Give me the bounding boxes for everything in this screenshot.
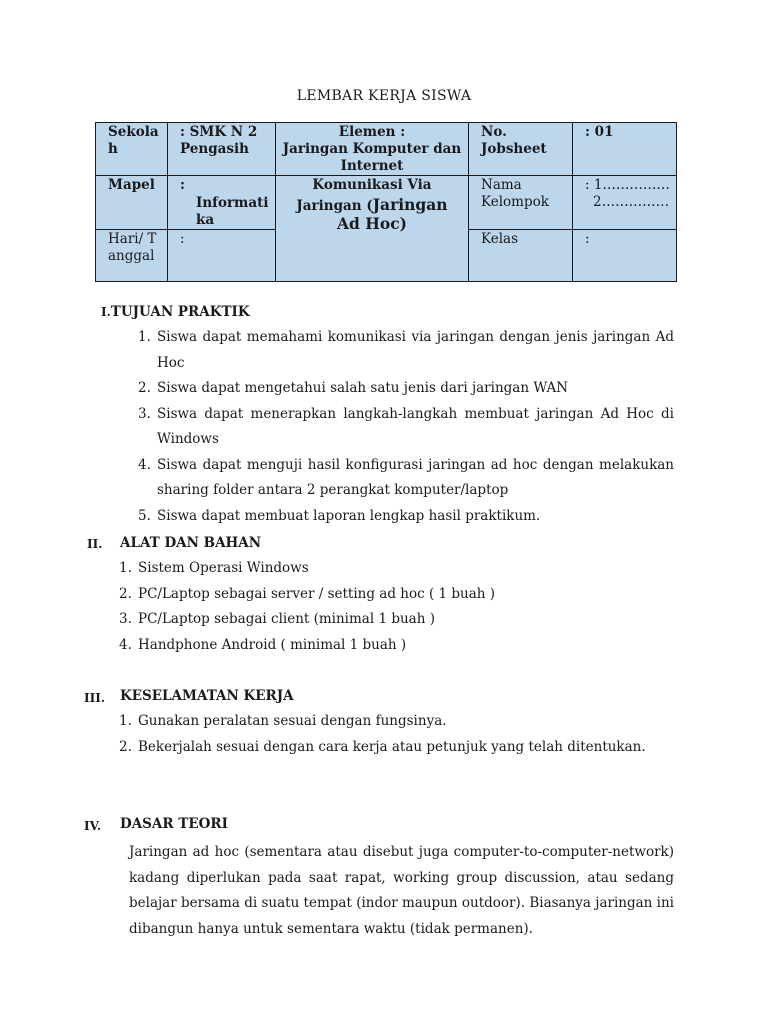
alat-item-number: 4.: [119, 636, 132, 653]
kelompok-label-cell: [469, 176, 573, 230]
section-dasar-teori-title: DASAR TEORI: [120, 816, 228, 832]
alat-item-text: Sistem Operasi Windows: [138, 560, 309, 576]
tujuan-item-number: 2.: [138, 380, 151, 396]
kelas-value: :: [585, 231, 590, 247]
tujuan-item: [138, 453, 674, 504]
tujuan-item-number: 1.: [138, 329, 151, 345]
topik-line-3: Ad Hoc): [336, 214, 407, 233]
hari-label-cell: [96, 230, 168, 282]
tujuan-item-number: 3.: [138, 405, 151, 422]
alat-item: [119, 556, 674, 582]
alat-item-text: PC/Laptop sebagai server / setting ad hoc ( 1 buah ): [138, 585, 496, 602]
topik-line-2b: Jaringan: [372, 195, 448, 214]
mapel-value: Informatika: [196, 195, 269, 228]
section-alat-number: II.: [87, 537, 103, 551]
section-keselamatan-number: III.: [84, 691, 106, 705]
tujuan-item-text: Siswa dapat menguji hasil konfigurasi jaringan ad hoc dengan melakukan sharing folder antara 2 perangkat komputer/laptop: [157, 456, 674, 498]
elemen-cell: [276, 123, 469, 176]
tujuan-item: [138, 402, 674, 453]
alat-item: [119, 633, 674, 659]
tujuan-item-number: 4.: [138, 456, 151, 473]
topik-cell: [276, 176, 469, 282]
jobsheet-label-cell: [469, 123, 573, 176]
tujuan-item-text: Siswa dapat mengetahui salah satu jenis dari jaringan WAN: [157, 380, 569, 396]
sekolah-value-cell: [168, 123, 276, 176]
section-alat-title: ALAT DAN BAHAN: [120, 535, 262, 551]
alat-item: [119, 607, 674, 633]
section-tujuan-title: TUJUAN PRAKTIK: [110, 304, 250, 320]
tujuan-item: [138, 325, 674, 376]
kelas-value-cell: [573, 230, 677, 282]
tujuan-item: [138, 376, 674, 402]
elemen-value: Jaringan Komputer dan Internet: [282, 141, 462, 174]
tujuan-item-text: Siswa dapat membuat laporan lengkap hasil praktikum.: [157, 507, 541, 524]
sekolah-label-cell: [96, 123, 168, 176]
alat-item-number: 2.: [119, 585, 132, 602]
topik-line-2a: Jaringan (: [296, 198, 373, 214]
elemen-label: Elemen :: [338, 124, 406, 140]
document-title: LEMBAR KERJA SISWA: [296, 88, 472, 104]
alat-item-text: Handphone Android ( minimal 1 buah ): [138, 636, 407, 653]
hari-value-cell: [168, 230, 276, 282]
tujuan-item-text: Siswa dapat memahami komunikasi via jaringan dengan jenis jaringan Ad Hoc: [157, 329, 674, 371]
keselamatan-item-number: 2.: [119, 738, 132, 755]
alat-item: [119, 582, 674, 608]
alat-item-number: 1.: [119, 560, 132, 576]
alat-list: [119, 556, 674, 658]
kelompok-value-1: : 1……………: [585, 177, 670, 193]
kelompok-value-2: 2……………: [593, 194, 670, 210]
jobsheet-value: : 01: [585, 124, 614, 140]
jobsheet-value-cell: [573, 123, 677, 176]
kelompok-label: Nama Kelompok: [481, 177, 549, 210]
mapel-label-cell: [96, 176, 168, 230]
header-table: [95, 122, 677, 282]
mapel-colon: :: [180, 177, 185, 193]
mapel-value-cell: [168, 176, 276, 230]
keselamatan-item-number: 1.: [119, 713, 132, 729]
alat-item-text: PC/Laptop sebagai client (minimal 1 buah ): [138, 611, 435, 627]
jobsheet-label: No. Jobsheet: [481, 124, 547, 157]
dasar-teori-paragraph: Jaringan ad hoc (sementara atau disebut juga computer-to-computer-network) kadang diperlukan pada saat rapat, working group discussion, atau sedang belajar bersama di suatu tempat (indor maupun outdoor). Biasanya jaringan ini dibangun hanya untuk sementara waktu (tidak permanen).: [129, 844, 674, 937]
section-keselamatan-title: KESELAMATAN KERJA: [120, 688, 294, 704]
tujuan-item: [138, 504, 674, 530]
kelas-label-cell: [469, 230, 573, 282]
keselamatan-item: [119, 709, 674, 735]
hari-value: :: [180, 231, 185, 247]
tujuan-item-number: 5.: [138, 507, 151, 524]
sekolah-value: : SMK N 2 Pengasih: [180, 124, 258, 157]
keselamatan-list: [119, 709, 674, 760]
kelompok-value-cell: [573, 176, 677, 230]
topik-line-1: Komunikasi Via: [312, 177, 432, 193]
keselamatan-item-text: Gunakan peralatan sesuai dengan fungsinya.: [138, 713, 447, 729]
section-dasar-teori-number: IV.: [84, 819, 102, 833]
hari-label: Hari/ Tanggal: [108, 231, 157, 264]
keselamatan-item-text: Bekerjalah sesuai dengan cara kerja atau petunjuk yang telah ditentukan.: [138, 738, 646, 755]
tujuan-item-text: Siswa dapat menerapkan langkah-langkah membuat jaringan Ad Hoc di Windows: [157, 405, 674, 447]
mapel-label: Mapel: [108, 177, 155, 193]
section-tujuan-heading: [101, 304, 250, 320]
sekolah-label: Sekolah: [108, 124, 159, 157]
alat-item-number: 3.: [119, 611, 132, 627]
keselamatan-item: [119, 735, 674, 761]
kelas-label: Kelas: [481, 231, 519, 247]
section-tujuan-number: I.: [101, 305, 111, 319]
tujuan-list: [138, 325, 674, 529]
